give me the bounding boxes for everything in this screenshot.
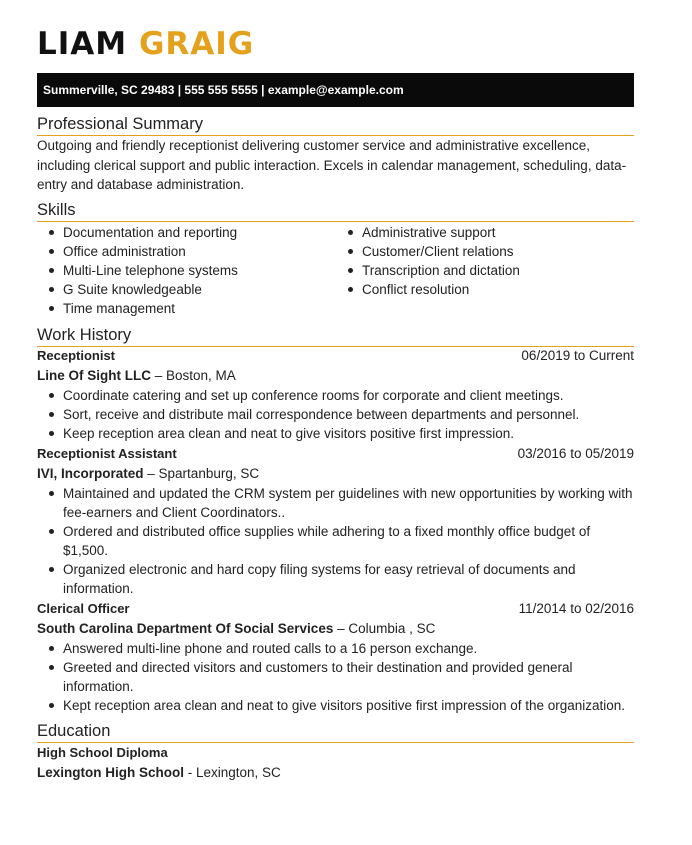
- skill-item: Multi-Line telephone systems: [37, 261, 238, 280]
- job-location: – Boston, MA: [151, 368, 236, 383]
- duty-item: Ordered and distributed office supplies while adhering to a fixed monthly office budget of $1,500.: [37, 522, 634, 560]
- job-duties: [37, 639, 634, 715]
- skill-item: Documentation and reporting: [37, 223, 238, 242]
- candidate-name: [37, 22, 254, 66]
- job-location: – Spartanburg, SC: [143, 466, 260, 481]
- duty-item: Sort, receive and distribute mail correspondence between departments and personnel.: [37, 405, 634, 424]
- job-entry: [37, 599, 634, 715]
- duty-item: Coordinate catering and set up conference rooms for corporate and client meetings.: [37, 386, 634, 405]
- job-dates: 11/2014 to 02/2016: [518, 601, 634, 616]
- skills-left-list: [37, 223, 238, 318]
- skill-item: Time management: [37, 299, 238, 318]
- job-duties: [37, 484, 634, 598]
- duty-item: Answered multi-line phone and routed calls to a 16 person exchange.: [37, 639, 634, 658]
- job-title: Clerical Officer: [37, 601, 130, 616]
- employer-name: Line Of Sight LLC: [37, 368, 151, 383]
- skills-right-list: [336, 223, 520, 299]
- first-name: LIAM: [37, 26, 128, 62]
- skill-item: Office administration: [37, 242, 238, 261]
- last-name: GRAIG: [138, 26, 255, 62]
- job-location: – Columbia , SC: [333, 621, 436, 636]
- skill-item: Transcription and dictation: [336, 261, 520, 280]
- skill-item: Customer/Client relations: [336, 242, 520, 261]
- job-entry: [37, 346, 634, 443]
- skills-heading: Skills: [37, 200, 634, 222]
- duty-item: Organized electronic and hard copy filing systems for easy retrieval of documents and information.: [37, 560, 634, 598]
- degree: High School Diploma: [37, 745, 168, 760]
- employer-name: South Carolina Department Of Social Services: [37, 621, 334, 636]
- contact-bar: Summerville, SC 29483 | 555 555 5555 | example@example.com: [37, 73, 634, 107]
- job-dates: 06/2019 to Current: [521, 348, 634, 363]
- skill-item: Administrative support: [336, 223, 520, 242]
- duty-item: Greeted and directed visitors and customers to their destination and provided general information.: [37, 658, 634, 696]
- summary-heading: Professional Summary: [37, 114, 634, 136]
- school-location: - Lexington, SC: [184, 765, 281, 780]
- employer-name: IVI, Incorporated: [37, 466, 144, 481]
- job-duties: [37, 386, 634, 443]
- education-entry: [37, 743, 634, 783]
- skill-item: Conflict resolution: [336, 280, 520, 299]
- school-name: Lexington High School: [37, 765, 184, 780]
- job-dates: 03/2016 to 05/2019: [517, 446, 634, 461]
- summary-text: Outgoing and friendly receptionist delivering customer service and administrative excellence, including clerical support and public interaction. Excels in calendar management, scheduling, data-entry and database administration.: [37, 138, 627, 192]
- work-history-heading: Work History: [37, 325, 634, 347]
- education-heading: Education: [37, 721, 634, 743]
- duty-item: Keep reception area clean and neat to give visitors positive first impression.: [37, 424, 634, 443]
- duty-item: Kept reception area clean and neat to give visitors positive first impression of the organization.: [37, 696, 634, 715]
- job-title: Receptionist: [37, 348, 116, 363]
- job-entry: [37, 444, 634, 598]
- job-title: Receptionist Assistant: [37, 446, 177, 461]
- duty-item: Maintained and updated the CRM system per guidelines with new opportunities by working with fee-earners and Client Coordinators..: [37, 484, 634, 522]
- skill-item: G Suite knowledgeable: [37, 280, 238, 299]
